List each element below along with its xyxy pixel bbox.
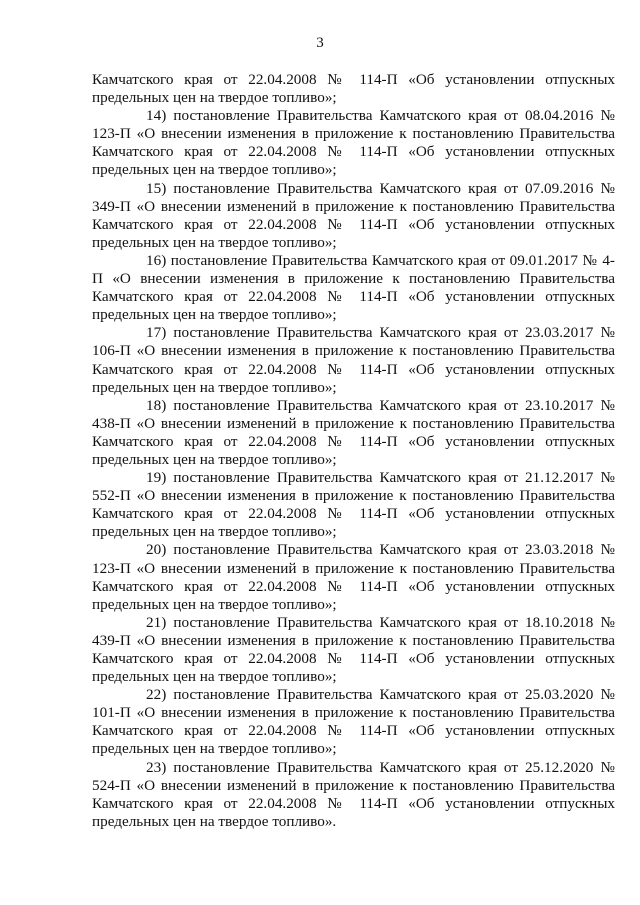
page-number: 3 [316, 35, 324, 51]
paragraph-item-23: 23) постановление Правительства Камчатского края от 25.12.2020 № 524-П «О внесении изменений в приложение к постановлению Правительства Камчатского края от 22.04.2008 № 114-П «Об установлении отпускных предельных цен на твердое топливо». [92, 758, 615, 830]
paragraph-item-18: 18) постановление Правительства Камчатского края от 23.10.2017 № 438-П «О внесении изменений в приложение к постановлению Правительства Камчатского края от 22.04.2008 № 114-П «Об установлении отпускных предельных цен на твердое топливо»; [92, 396, 615, 468]
paragraph-item-21: 21) постановление Правительства Камчатского края от 18.10.2018 № 439-П «О внесении изменения в приложение к постановлению Правительства Камчатского края от 22.04.2008 № 114-П «Об установлении отпускных предельных цен на твердое топливо»; [92, 613, 615, 686]
paragraph-continuation: Камчатского края от 22.04.2008 № 114-П «Об установлении отпускных предельных цен на твердое топливо»; [92, 71, 615, 107]
paragraph-item-16: 16) постановление Правительства Камчатского края от 09.01.2017 № 4-П «О внесении изменения в приложение к постановлению Правительства Камчатского края от 22.04.2008 № 114-П «Об установлении отпускных предельных цен на твердое топливо»; [92, 251, 615, 324]
paragraph-item-17: 17) постановление Правительства Камчатского края от 23.03.2017 № 106-П «О внесении изменения в приложение к постановлению Правительства Камчатского края от 22.04.2008 № 114-П «Об установлении отпускных предельных цен на твердое топливо»; [92, 324, 615, 396]
paragraph-item-15: 15) постановление Правительства Камчатского края от 07.09.2016 № 349-П «О внесении изменений в приложение к постановлению Правительства Камчатского края от 22.04.2008 № 114-П «Об установлении отпускных предельных цен на твердое топливо»; [92, 179, 615, 251]
paragraph-item-14: 14) постановление Правительства Камчатского края от 08.04.2016 № 123-П «О внесении изменения в приложение к постановлению Правительства Камчатского края от 22.04.2008 № 114-П «Об установлении отпускных предельных цен на твердое топливо»; [92, 107, 615, 179]
paragraph-item-20: 20) постановление Правительства Камчатского края от 23.03.2018 № 123-П «О внесении изменений в приложение к постановлению Правительства Камчатского края от 22.04.2008 № 114-П «Об установлении отпускных предельных цен на твердое топливо»; [92, 541, 615, 613]
document-body [92, 71, 615, 831]
paragraph-item-22: 22) постановление Правительства Камчатского края от 25.03.2020 № 101-П «О внесении изменения в приложение к постановлению Правительства Камчатского края от 22.04.2008 № 114-П «Об установлении отпускных предельных цен на твердое топливо»; [92, 686, 615, 758]
paragraph-item-19: 19) постановление Правительства Камчатского края от 21.12.2017 № 552-П «О внесении изменения в приложение к постановлению Правительства Камчатского края от 22.04.2008 № 114-П «Об установлении отпускных предельных цен на твердое топливо»; [92, 469, 615, 541]
